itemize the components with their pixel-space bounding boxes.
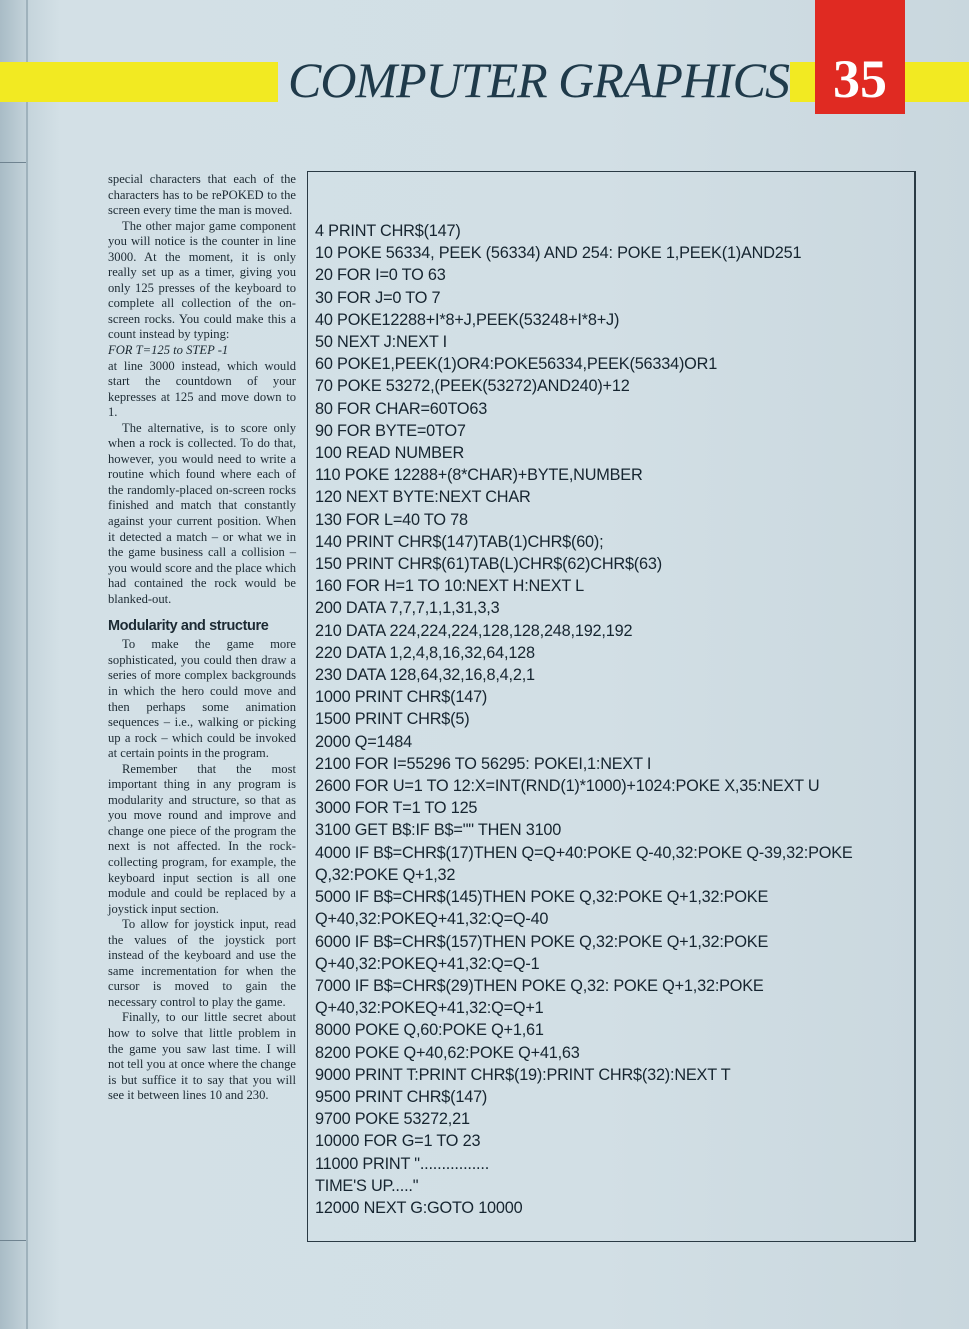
article-paragraph: The alternative, is to score only when a rock is collected. To do that, however, you would need to write a routine which found where each of the randomly-placed on-screen rocks finished and match that constantly against your current position. When it detected a match – or what we in the game business call a collision – you would score and the place which had contained the rock would be blanked-out. [108,420,296,606]
article-paragraph: To allow for joystick input, read the values of the joystick port instead of the keyboard and use the same incrementation for when the cursor is moved to gain the necessary control to play the game. [108,917,296,1009]
code-line: 60 POKE1,PEEK(1)OR4:POKE56334,PEEK(56334)OR1 [315,355,718,374]
page-number-badge [815,0,905,114]
code-line: 2100 FOR I=55296 TO 56295: POKEI,1:NEXT I [315,754,652,773]
code-line: 3000 FOR T=1 TO 125 [315,799,478,818]
program-listing [315,220,915,1219]
article-paragraph: at line 3000 instead, which would start the countdown of your kepresses at 125 and move down to 1. [108,358,296,420]
code-line: 8200 POKE Q+40,62:POKE Q+41,63 [315,1043,580,1062]
code-line: 6000 IF B$=CHR$(157)THEN POKE Q,32:POKE Q+1,32:POKE Q+40,32:POKEQ+41,32:Q=Q-1 [315,932,769,973]
subheading: Modularity and structure [108,618,269,635]
facing-page-edge [0,0,26,1329]
code-line: 9700 POKE 53272,21 [315,1110,470,1129]
code-line: 5000 IF B$=CHR$(145)THEN POKE Q,32:POKE Q+1,32:POKE Q+40,32:POKEQ+41,32:Q=Q-40 [315,888,769,929]
code-line: 200 DATA 7,7,7,1,1,31,3,3 [315,599,500,618]
code-line: 1500 PRINT CHR$(5) [315,710,470,729]
code-line: 150 PRINT CHR$(61)TAB(L)CHR$(62)CHR$(63) [315,555,662,574]
page-spine [26,0,28,1329]
code-line: 2600 FOR U=1 TO 12:X=INT(RND(1)*1000)+1024:POKE X,35:NEXT U [315,777,820,796]
code-line: 220 DATA 1,2,4,8,16,32,64,128 [315,643,535,662]
code-line: 140 PRINT CHR$(147)TAB(1)CHR$(60); [315,532,604,551]
article-paragraph: Remember that the most important thing in any program is modularity and structure, so that as you move round and improve and change one piece of the program the next is not affected. In the rock-collecting program, for example, the keyboard input section is all one module and could be replaced by a joystick input section. [108,761,296,916]
article-paragraph: Finally, to our little secret about how to solve that little problem in the game you saw last time. I will not tell you at once where the change is but suffice it to say that you will see it between lines 10 and 230. [108,1010,296,1103]
code-line: 70 POKE 53272,(PEEK(53272)AND240)+12 [315,377,630,396]
code-line: 90 FOR BYTE=0TO7 [315,421,466,440]
code-line: 10 POKE 56334, PEEK (56334) AND 254: POKE 1,PEEK(1)AND251 [315,244,802,263]
article-paragraph: The other major game component you will notice is the counter in line 3000. At the moment, it is only really set up as a timer, giving you only 125 presses of the keyboard to complete all collection of the on-screen rocks. You could make this a count instead by typing: [108,218,296,342]
code-line: 210 DATA 224,224,224,128,128,248,192,192 [315,621,633,640]
code-line: 3100 GET B$:IF B$="" THEN 3100 [315,821,562,840]
article-paragraph: To make the game more sophisticated, you could then draw a series of more complex backgrounds in which the hero could move and then perhaps some animation sequences – i.e., walking or picking up a rock – which could be invoked at certain points in the program. [108,637,296,761]
code-line: 120 NEXT BYTE:NEXT CHAR [315,488,531,507]
code-line: 9000 PRINT T:PRINT CHR$(19):PRINT CHR$(32):NEXT T [315,1065,731,1084]
code-line: 4 PRINT CHR$(147) [315,222,461,240]
code-line: 110 POKE 12288+(8*CHAR)+BYTE,NUMBER [315,466,643,485]
section-title: COMPUTER GRAPHICS [288,52,789,108]
article-column [108,172,296,1242]
code-line: 2000 Q=1484 [315,732,412,751]
code-line: 230 DATA 128,64,32,16,8,4,2,1 [315,666,535,685]
article-paragraph: special characters that each of the characters has to be rePOKED to the screen every time the man is moved. [108,172,296,218]
code-line: 12000 NEXT G:GOTO 10000 [315,1198,523,1217]
code-line: 80 FOR CHAR=60TO63 [315,399,488,418]
code-line: 4000 IF B$=CHR$(17)THEN Q=Q+40:POKE Q-40,32:POKE Q-39,32:POKE Q,32:POKE Q+1,32 [315,843,853,884]
header-stripe-left [0,62,278,102]
code-line: 8000 POKE Q,60:POKE Q+1,61 [315,1021,544,1040]
code-line: 100 READ NUMBER [315,444,465,463]
code-line: 10000 FOR G=1 TO 23 [315,1132,481,1151]
code-line: 20 FOR I=0 TO 63 [315,266,446,285]
code-line: 7000 IF B$=CHR$(29)THEN POKE Q,32: POKE Q+1,32:POKE Q+40,32:POKEQ+41,32:Q=Q+1 [315,976,764,1018]
code-line: 130 FOR L=40 TO 78 [315,510,468,529]
code-line: 160 FOR H=1 TO 10:NEXT H:NEXT L [315,577,585,596]
code-line: 40 POKE12288+I*8+J,PEEK(53248+I*8+J) [315,310,620,329]
inline-code: FOR T=125 to STEP -1 [108,343,229,358]
code-line: 9500 PRINT CHR$(147) [315,1087,488,1106]
page-number: 35 [833,49,887,109]
code-line: 1000 PRINT CHR$(147) [315,688,488,707]
code-line: 50 NEXT J:NEXT I [315,333,447,352]
code-line: 11000 PRINT "................ TIME'S UP....." [315,1154,490,1195]
code-line: 30 FOR J=0 TO 7 [315,288,441,307]
